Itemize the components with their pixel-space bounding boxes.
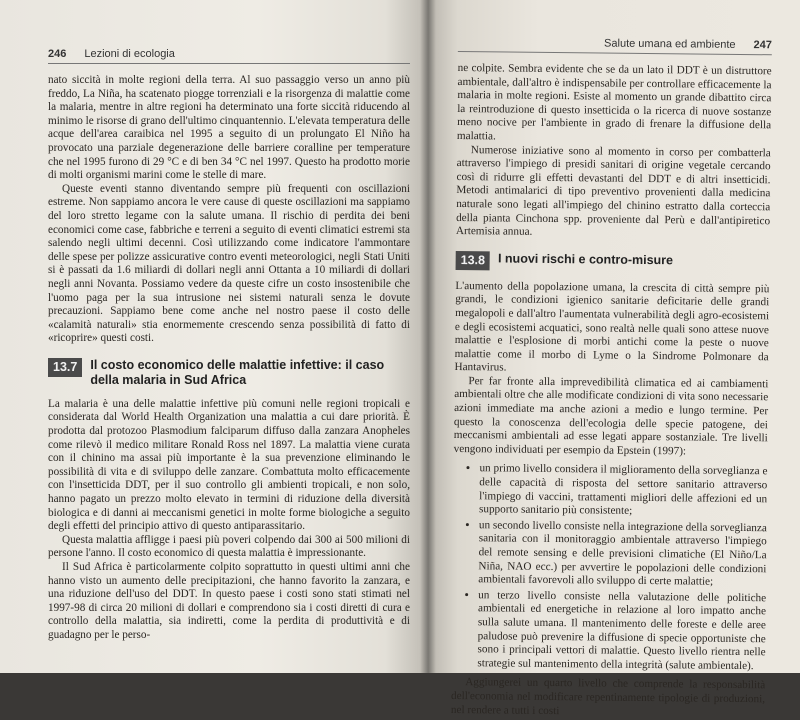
paragraph-population: L'aumento della popolazione umana, la crescita di città sempre più grandi, le condizioni igienico sanitarie deficitarie delle grandi megalopoli e dall'altro l'aumentata vulnerabilità degli agro-ecosistemi e degli ecosistemi acquatici, sono realtà nelle quali sono attese nuove malattie e l'esplosione di morbi antichi come la peste o nuove malattie come il morbo di Lyme o la Sindrome Polmonare da Hantavirus. [454,279,770,374]
left-running-head-title: Lezioni di ecologia [84,48,175,60]
section-number: 13.7 [48,358,82,377]
paragraph-malaria: La malaria è una delle malattie infettive più comuni nelle regioni tropicali e considerata dal World Health Organization una malattia a cui dare priorità. È prodotta dal protozoo Plasmodium falciparum diffuso dalla zanzara Anopheles come rilevò il medico militare Ronald Ross nel 1897. La malattia viene curata con il chinino ma assai più importante è la sua prevenzione eliminando le possibilità di vita e di sviluppo delle zanzare. Combattuta molto efficacemente con l'insetticida DDT, per il suo controllo gli ambienti tropicali, e non solo, hanno pagato un prezzo molto elevato in termini di riduzione della diversità biologica e di danni ai meccanismi genetici in molte forme biologiche a seguito degli effetti del principio attivo di questo antiparassitario. [48,397,410,533]
right-page-body [451,36,772,720]
section-number: 13.8 [456,251,491,270]
right-page [428,0,800,717]
right-running-head-title: Salute umana ed ambiente [604,37,736,51]
paragraph-sud-africa: Il Sud Africa è particolarmente colpito soprattutto in questi ultimi anni che hanno visto un aumento delle precipitazioni, che hanno favorito la zanzara, e una riduzione dell'uso del DDT. In questo paese i costi sono stati stimati nel 1997-98 di circa 20 milioni di dollari e comprendono sia i costi diretti di cura e controllo della malattia, sia indiretti, come la perdita di produttività e di guadagno per le perso- [48,561,410,641]
paragraph-fourth-level: Aggiungerei un quarto livello che comprende la responsabilità dell'economia nel modificare repentinamente tipologie di produzioni, nel rendere a tutti i costi [450,676,766,717]
book-gutter [420,0,436,673]
list-item: • un primo livello considera il miglioramento della sorveglianza e delle capacità di risposta del settore sanitario attraverso l'impiego di vaccini, trattamenti migliori delle affezioni ed un supporto sanitario più consistente; [479,463,768,520]
right-page-number: 247 [753,39,772,52]
list-item: • un terzo livello consiste nella valutazione delle politiche ambientali ed energetiche in relazione al loro impatto anche sulla salute umana. Il mantenimento delle foreste e delle aree paludose può prevenire la diffusione di specie opportuniste che sono i principali vettori di malattie. Questo livello rientra nelle strategie sul mantenimento della integrità (salute ambientale). [477,589,766,674]
paragraph-cost: Questa malattia affligge i paesi più poveri colpendo dai 300 ai 500 milioni di persone l'anno. Il costo economico di questa malattia è impressionante. [48,533,410,560]
list-item: • un secondo livello consiste nella integrazione della sorveglianza sanitaria con il monitoraggio ambientale attraverso l'impiego del remote sensing e delle previsioni climatiche (El Niño/La Niña, NAO ecc.) per avvertire le popolazioni delle condizioni ambientali favorevoli allo sviluppo di certe malattie; [478,519,767,590]
section-heading-13-7 [48,358,410,388]
right-running-header [458,36,772,55]
section-title: I nuovi rischi e contro-misure [497,251,674,267]
left-running-header [48,48,410,64]
section-title: Il costo economico delle malattie infettive: il caso della malaria in Sud Africa [90,357,385,387]
paragraph-initiatives: Numerose iniziative sono al momento in corso per combatterla attraverso l'impiego di presidi sanitari di origine vegetale cercando così di ridurre gli effetti devastanti del DDT e di altri insetticidi. Metodi antimalarici di tipo preventivo provenienti dalla medicina naturale sono legati all'impiego del chinino estratto dalla corteccia della pianta Cinchona spp. proveniente dal Perù e dall'antipiretico Artemisia annua. [455,143,771,238]
levels-list [451,462,767,673]
section-heading-13-8 [456,251,770,273]
left-page-number: 246 [48,48,67,60]
paragraph-climate: Per far fronte alla imprevedibilità climatica ed ai cambiamenti ambientali oltre che alle modificate condizioni di vita sono necessarie azioni immediate ma anche azioni a medio e lungo termine. Per questo la conoscenza dell'ecologia delle specie patogene, dei meccanismi ambientali ad esse legati appare sostanziale. Tre livelli vengono individuati per esempio da Epstein (1997): [453,375,769,458]
paragraph-events: Queste eventi stanno diventando sempre più frequenti con oscillazioni estreme. Non sappiamo ancora le vere cause di queste oscillazioni ma sappiamo del loro stretto legame con la salute umana. Il rischio di perdita dei beni economici come case, fabbriche e terreni a seguito di eventi climatici estremi sta salendo negli ultimi decenni. Così utilizzando come indicatore l'ammontare delle spese per polizze assicurative contro eventi meteorologici, negli Stati Uniti si è passati da 1.6 miliardi di dollari negli anni Ottanta a 10 miliardi di dollari negli anni Novanta. Possiamo vedere da queste cifre un costo insostenibile che l'uomo paga per la sua intrusione nei sistemi naturali senza le dovute precauzioni. Sappiamo bene come anche nel nostro paese il costo delle «calamità naturali» stia enormemente crescendo senza possibilità di fatto di «ricoprire» questi costi. [48,182,410,345]
paragraph-ddt: ne colpite. Sembra evidente che se da un lato il DDT è un distruttore ambientale, dall'altro è indispensabile per controllare efficacemente la malaria in molte regioni. Esiste al momento un grande dibattito circa la reintroduzione di questo insetticida o la ricerca di nuove sostanze meno nocive per l'ambiente in grado di frenare la diffusione della malattia. [456,61,772,143]
paragraph-intro: nato siccità in molte regioni della terra. Al suo passaggio verso un anno più freddo, La Niña, ha scatenato piogge torrenziali e la risorgenza di malattie come la malaria, mentre in altre regioni ha determinato una forte siccità riducendo al minimo le risorse di grano dell'ultimo cinquantennio. L'elevata temperatura delle acque dell'area caraibica nel 1995 a seguito di un prolungato El Niño ha provocato una parziale degenerazione delle barriere coralline per temperature che nel 1995 furono di 29 °C e di ben 34 °C nel 1997. Questo ha prodotto morie di molti organismi marini come le stelle di mare. [48,74,410,182]
